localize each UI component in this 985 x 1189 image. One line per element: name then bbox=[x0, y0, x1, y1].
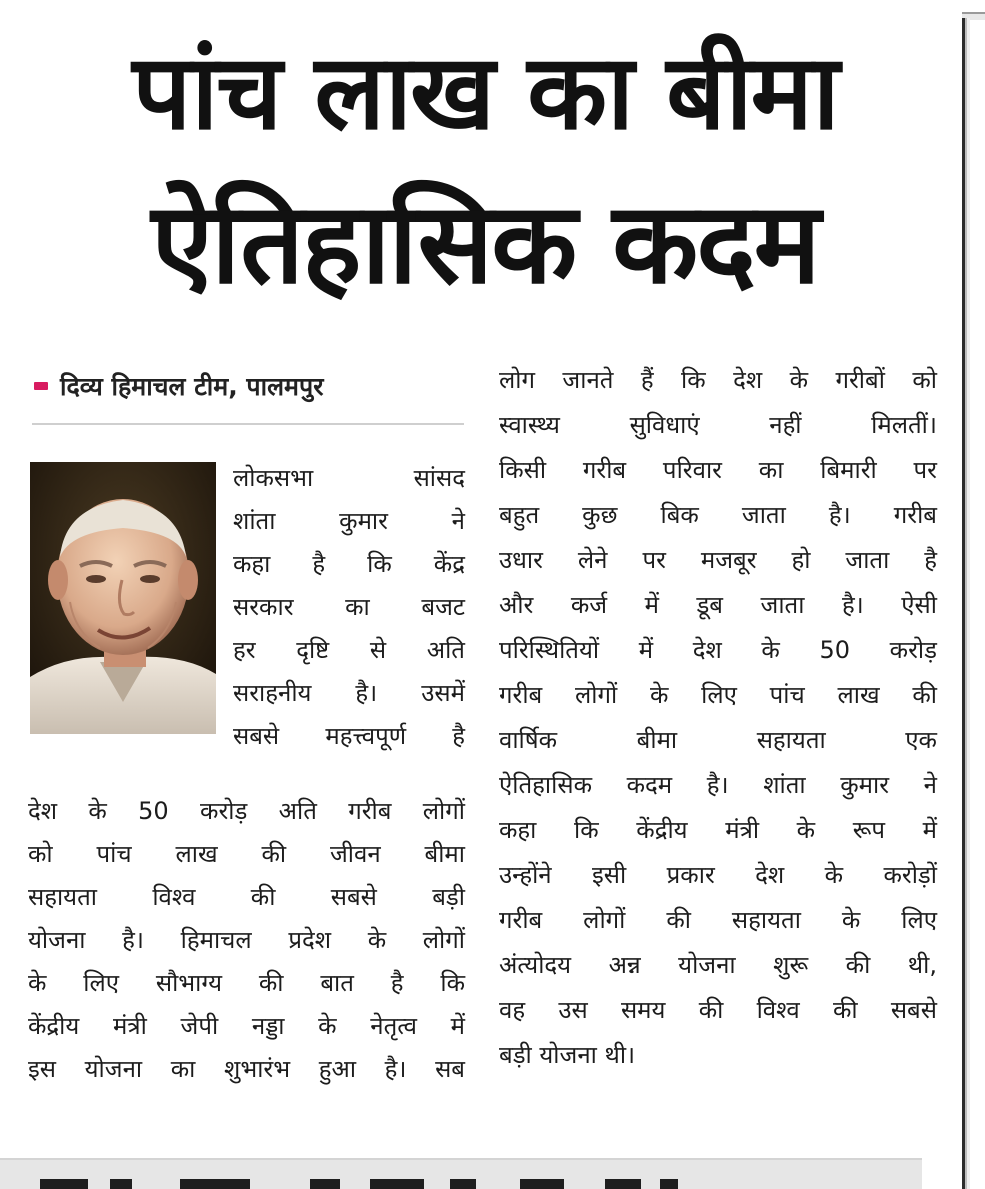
column2-line: वार्षिक बीमा सहायता एक bbox=[499, 726, 937, 754]
column2-line: किसी गरीब परिवार का बिमारी पर bbox=[499, 456, 937, 484]
column1-line: शांता कुमार ने bbox=[233, 507, 465, 535]
column2-line: बड़ी योजना थी। bbox=[499, 1041, 636, 1069]
byline-divider bbox=[32, 423, 464, 425]
column2-line: और कर्ज में डूब जाता है। ऐसी bbox=[499, 591, 937, 619]
adjacent-column-rule bbox=[962, 18, 970, 1189]
byline bbox=[34, 370, 464, 402]
column2-line: कहा कि केंद्रीय मंत्री के रूप में bbox=[499, 816, 937, 844]
column2-line: गरीब लोगों की सहायता के लिए bbox=[499, 906, 937, 934]
column1-line: हर दृष्टि से अति bbox=[233, 636, 465, 664]
column1-line: देश के 50 करोड़ अति गरीब लोगों bbox=[28, 797, 465, 825]
column2-line: उधार लेने पर मजबूर हो जाता है bbox=[499, 546, 937, 574]
headline-line-1: पांच लाख का बीमा bbox=[132, 31, 838, 153]
portrait-illustration bbox=[30, 462, 216, 734]
column2-line: परिस्थितियों में देश के 50 करोड़ bbox=[499, 636, 937, 664]
column1-line: इस योजना का शुभारंभ हुआ है। सब bbox=[28, 1055, 465, 1083]
column1-line: के लिए सौभाग्य की बात है कि bbox=[28, 969, 465, 997]
square-bullet-icon bbox=[34, 382, 48, 390]
column1-line: केंद्रीय मंत्री जेपी नड्डा के नेतृत्व में bbox=[28, 1012, 465, 1040]
column1-line: लोकसभा सांसद bbox=[233, 464, 465, 492]
column2-line: वह उस समय की विश्व की सबसे bbox=[499, 996, 937, 1024]
headline-line-2: ऐतिहासिक कदम bbox=[151, 179, 819, 309]
next-story-headline-cropped bbox=[20, 1170, 920, 1189]
column1-line: कहा है कि केंद्र bbox=[233, 550, 465, 578]
column2-line: गरीब लोगों के लिए पांच लाख की bbox=[499, 681, 937, 709]
column1-line: सबसे महत्त्वपूर्ण है bbox=[233, 722, 465, 750]
column2-line: ऐतिहासिक कदम है। शांता कुमार ने bbox=[499, 771, 937, 799]
column2-line: लोग जानते हैं कि देश के गरीबों को bbox=[499, 366, 937, 394]
column1-line: सहायता विश्व की सबसे बड़ी bbox=[28, 883, 465, 911]
column1-line: योजना है। हिमाचल प्रदेश के लोगों bbox=[28, 926, 465, 954]
column2-line: उन्होंने इसी प्रकार देश के करोड़ों bbox=[499, 861, 937, 889]
column2-line: स्वास्थ्य सुविधाएं नहीं मिलतीं। bbox=[499, 411, 937, 439]
column1-line: सरकार का बजट bbox=[233, 593, 465, 621]
column2-line: बहुत कुछ बिक जाता है। गरीब bbox=[499, 501, 937, 529]
column1-line: सराहनीय है। उसमें bbox=[233, 679, 465, 707]
byline-text: दिव्य हिमाचल टीम, पालमपुर bbox=[60, 372, 324, 401]
column2-line: अंत्योदय अन्न योजना शुरू की थी, bbox=[499, 951, 937, 979]
portrait-photo bbox=[30, 462, 216, 734]
column1-line: को पांच लाख की जीवन बीमा bbox=[28, 840, 465, 868]
